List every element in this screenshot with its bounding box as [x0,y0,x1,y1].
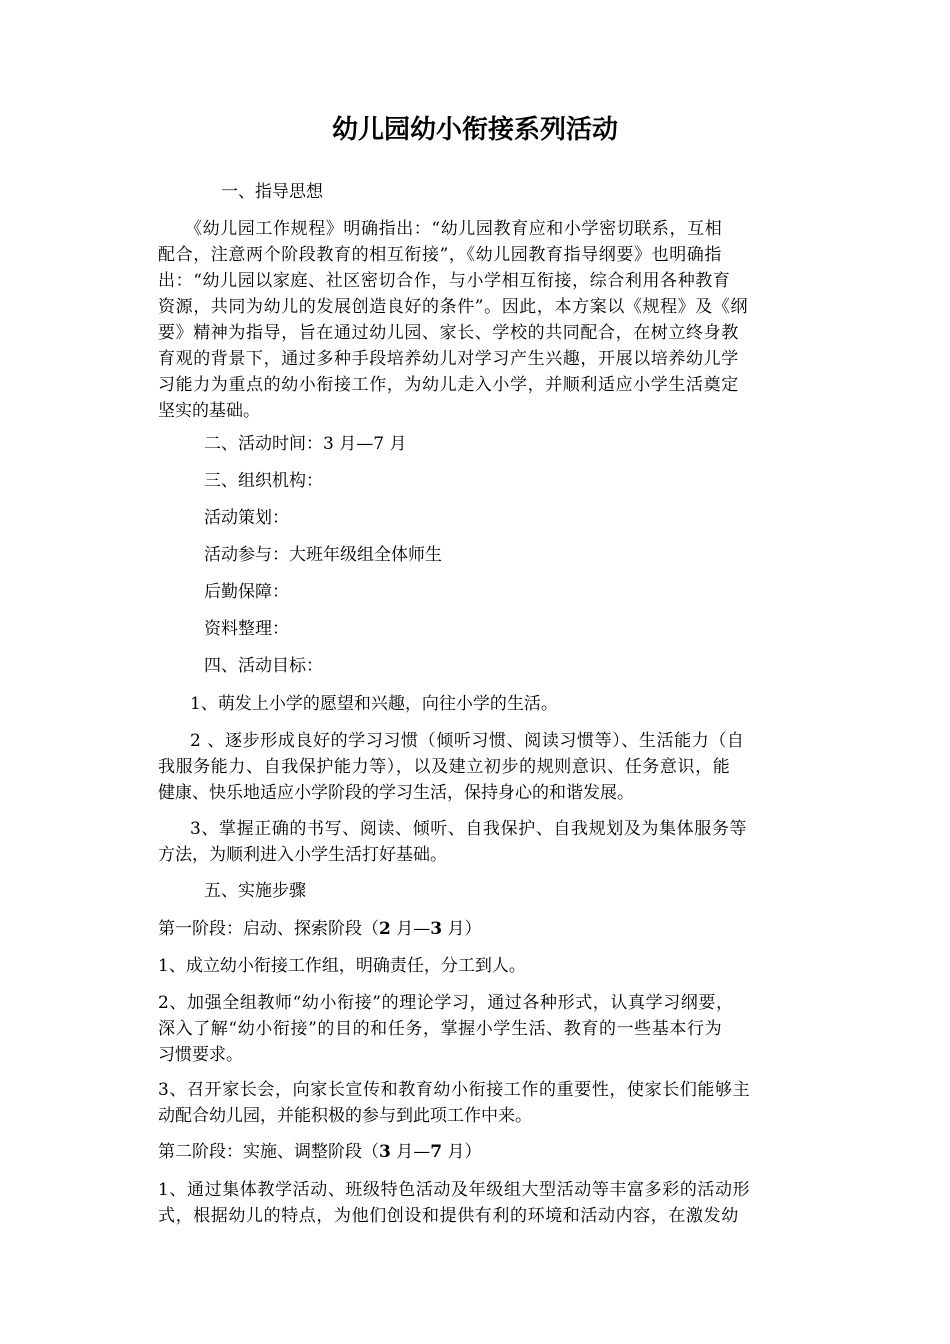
section-heading-steps: 五、实施步骤 [204,881,306,901]
phase-two-heading [158,1140,482,1164]
goal-item-line: 2 、逐步形成良好的学习习惯（倾听习惯、阅读习惯等）、生活能力（自 [190,731,745,751]
goal-item-line: 方法，为顺利进入小学生活打好基础。 [158,845,447,865]
phase-one-item-line: 2、加强全组教师“幼小衔接”的理论学习，通过各种形式，认真学习纲要， [158,993,734,1013]
phase-one-item-line: 深入了解“幼小衔接”的目的和任务，掌握小学生活、教育的一些基本行为 [158,1019,723,1039]
org-materials: 资料整理： [204,619,289,639]
phase-two-item-line: 1、通过集体教学活动、班级特色活动及年级组大型活动等丰富多彩的活动形 [158,1180,751,1200]
paragraph-line: 习能力为重点的幼小衔接工作，为幼儿走入小学，并顺利适应小学生活奠定 [158,375,739,395]
phase-one-label: 第一阶段：启动、探索阶段（ [158,919,379,939]
phase-two-label: 第二阶段：实施、调整阶段（ [158,1142,379,1162]
paragraph-line: 出：“幼儿园以家庭、社区密切合作，与小学相互衔接，综合利用各种教育 [158,271,731,291]
goal-item-line: 健康、快乐地适应小学阶段的学习生活，保持身心的和谐发展。 [158,783,634,803]
paragraph-line: 资源，共同为幼儿的发展创造良好的条件”。因此，本方案以《规程》及《纲 [158,297,749,317]
phase-one-item-line: 习惯要求。 [158,1045,243,1065]
phase-one-month-sep: 月— [390,919,431,939]
goal-item: 1、萌发上小学的愿望和兴趣，向往小学的生活。 [190,694,558,714]
paragraph-line: 育观的背景下，通过多种手段培养幼儿对学习产生兴趣，开展以培养幼儿学 [158,349,739,369]
phase-one-start-month: 2 [379,919,391,939]
phase-one-item: 1、成立幼小衔接工作组，明确责任，分工到人。 [158,956,526,976]
org-participants: 活动参与：大班年级组全体师生 [204,545,442,565]
phase-one-item-line: 3、召开家长会，向家长宣传和教育幼小衔接工作的重要性，使家长们能够主 [158,1080,751,1100]
phase-one-end-month: 3 [430,919,443,939]
phase-two-item-line: 式，根据幼儿的特点，为他们创设和提供有利的环境和活动内容，在激发幼 [158,1206,739,1226]
phase-two-start-month: 3 [379,1142,391,1162]
section-heading-goals: 四、活动目标： [204,656,323,676]
paragraph-line: 要》精神为指导，旨在通过幼儿园、家长、学校的共同配合，在树立终身教 [158,323,739,343]
document-title: 幼儿园幼小衔接系列活动 [331,115,618,145]
org-logistics: 后勤保障： [204,582,289,602]
phase-two-close: 月） [442,1142,482,1162]
phase-two-end-month: 7 [430,1142,443,1162]
section-activity-time: 二、活动时间：3 月—7 月 [204,434,407,454]
section-heading-guiding-thought: 一、指导思想 [221,182,323,202]
paragraph-line: 坚实的基础。 [158,401,260,421]
paragraph-line: 配合，注意两个阶段教育的相互衔接”，《幼儿园教育指导纲要》也明确指 [158,245,722,265]
goal-item-line: 我服务能力、自我保护能力等），以及建立初步的规则意识、任务意识，能 [158,757,731,777]
section-heading-organization: 三、组织机构： [204,471,323,491]
phase-two-month-sep: 月— [390,1142,431,1162]
goal-item-line: 3、掌握正确的书写、阅读、倾听、自我保护、自我规划及为集体服务等 [190,819,748,839]
phase-one-heading [158,917,482,941]
phase-one-close: 月） [442,919,482,939]
phase-one-item-line: 动配合幼儿园，并能积极的参与到此项工作中来。 [158,1106,532,1126]
paragraph-line: 《幼儿园工作规程》明确指出：“幼儿园教育应和小学密切联系，互相 [185,219,723,239]
org-planning: 活动策划： [204,508,289,528]
